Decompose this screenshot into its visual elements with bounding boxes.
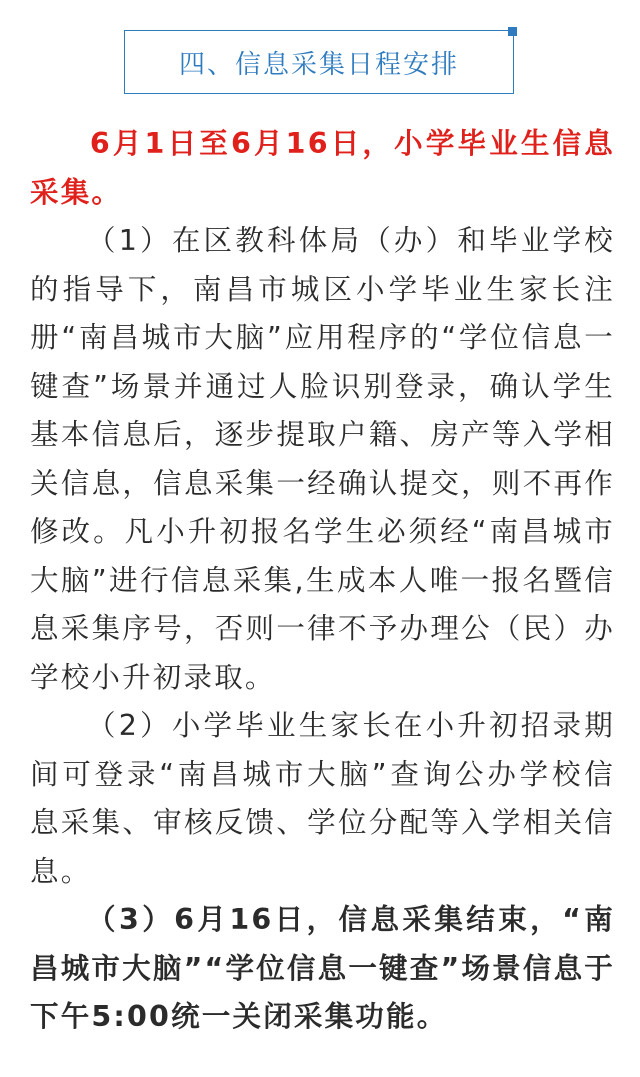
section-header-box (124, 30, 514, 94)
paragraph-3: （3）6月16日，信息采集结束，“南昌城市大脑”“学位信息一键查”场景信息于下午5:00统一关闭采集功能。 (30, 903, 615, 1033)
paragraph-1: （1）在区教科体局（办）和毕业学校的指导下，南昌市城区小学毕业生家长注册“南昌城市大脑”应用程序的“学位信息一键查”场景并通过人脸识别登录，确认学生基本信息后，逐步提取户籍、房产等入学相关信息，信息采集一经确认提交，则不再作修改。凡小升初报名学生必须经“南昌城市大脑”进行信息采集,生成本人唯一报名暨信息采集序号，否则一律不予办理公（民）办学校小升初录取。 (30, 224, 615, 694)
schedule-heading: 6月1日至6月16日，小学毕业生信息采集。 (30, 127, 615, 209)
paragraph-2: （2）小学毕业生家长在小升初招录期间可登录“南昌城市大脑”查询公办学校信息采集、审核反馈、学位分配等入学相关信息。 (30, 709, 615, 888)
section-title: 四、信息采集日程安排 (178, 49, 459, 80)
article-body (30, 120, 615, 1042)
